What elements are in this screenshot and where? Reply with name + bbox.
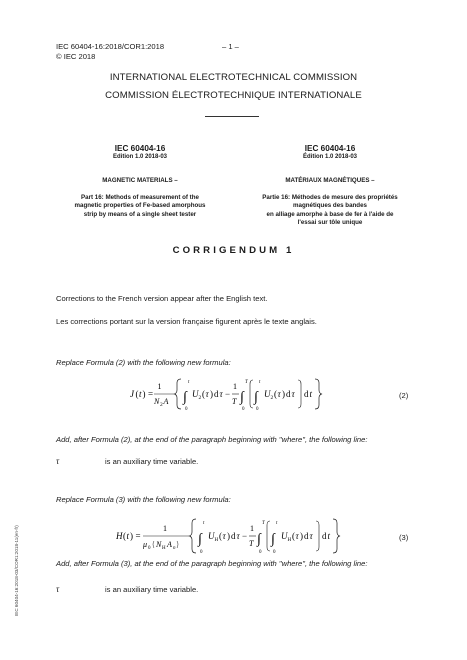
svg-text:A: A: [163, 397, 169, 406]
svg-text:d: d: [304, 531, 309, 541]
svg-text:−: −: [225, 389, 231, 399]
svg-text:): ): [130, 531, 133, 541]
edition-fr: Édition 1.0 2018-03: [302, 154, 358, 160]
svg-text:∫: ∫: [198, 532, 202, 547]
svg-text:τ: τ: [205, 389, 209, 399]
svg-text:U: U: [208, 531, 215, 541]
svg-text:∫: ∫: [183, 390, 187, 405]
edition-en: Edition 1.0 2018-03: [112, 154, 168, 160]
formula-3: [116, 514, 366, 560]
svg-text:U: U: [192, 389, 199, 399]
svg-text:(: (: [219, 531, 222, 541]
svg-text:∫: ∫: [254, 390, 258, 405]
svg-text:(: (: [274, 389, 277, 399]
svg-text:T: T: [249, 539, 254, 548]
page-number: – 1 –: [222, 42, 239, 51]
svg-text:t: t: [203, 521, 205, 526]
svg-text:): ): [300, 531, 303, 541]
svg-text:τ: τ: [277, 389, 281, 399]
svg-text:τ: τ: [222, 531, 226, 541]
english-column: [40, 144, 240, 219]
svg-text:=: =: [135, 531, 141, 541]
svg-text:N: N: [156, 540, 162, 549]
svg-text:A: A: [167, 540, 172, 549]
svg-text:(: (: [292, 531, 295, 541]
svg-text:0: 0: [148, 546, 151, 551]
doc-reference: IEC 60404-16:2018/COR1:2018: [56, 42, 165, 51]
formula-3-number: (3): [399, 533, 409, 542]
svg-text:H: H: [116, 531, 123, 541]
svg-text:τ: τ: [236, 531, 240, 541]
formula-2: [130, 374, 370, 414]
svg-text:d: d: [231, 531, 236, 541]
svg-text:N: N: [154, 397, 160, 406]
svg-text:0: 0: [242, 407, 245, 412]
svg-text:): ): [227, 531, 230, 541]
svg-text:H: H: [214, 538, 219, 543]
part-title-line: l'essai sur tôle unique: [297, 218, 363, 226]
svg-text:n: n: [173, 546, 176, 551]
instruction-replace-formula-2: Replace Formula (2) with the following new formula:: [56, 358, 231, 367]
org-name-fr: COMMISSION ÉLECTROTECHNIQUE INTERNATIONALE: [105, 90, 362, 101]
svg-text:∫: ∫: [271, 532, 275, 547]
svg-text:0: 0: [256, 407, 259, 412]
svg-text:d: d: [304, 389, 309, 399]
svg-text:μ: μ: [143, 540, 148, 549]
series-title-en: MAGNETIC MATERIALS –: [102, 177, 178, 184]
svg-text:1: 1: [250, 524, 254, 533]
document-header: [56, 42, 164, 62]
svg-text:τ: τ: [309, 531, 313, 541]
svg-text:−: −: [242, 531, 248, 541]
svg-text:(: (: [135, 389, 139, 399]
svg-text:H: H: [287, 538, 292, 543]
french-column: [230, 144, 430, 227]
standard-number-en: IEC 60404-16: [114, 144, 166, 153]
svg-text:): ): [210, 389, 213, 399]
svg-text:t: t: [126, 531, 130, 541]
svg-text:): ): [282, 389, 285, 399]
svg-text:t: t: [309, 389, 313, 399]
svg-text:∫: ∫: [240, 390, 244, 405]
svg-text:H: H: [162, 546, 166, 551]
copyright-notice: © IEC 2018: [56, 52, 96, 61]
part-title-line: en alliage amorphe à base de fer à l'aide de: [266, 210, 394, 218]
svg-text:∫: ∫: [257, 532, 261, 547]
part-title-line: magnetic properties of Fe-based amorphous: [74, 202, 206, 210]
formula-2-number: (2): [399, 391, 409, 400]
svg-text:2: 2: [198, 395, 202, 401]
svg-text:1: 1: [163, 524, 167, 533]
svg-text:d: d: [214, 389, 219, 399]
corrigendum-title: CORRIGENDUM 1: [172, 245, 295, 256]
svg-text:U: U: [281, 531, 288, 541]
svg-text:1: 1: [233, 382, 237, 391]
svg-text:τ: τ: [219, 389, 223, 399]
tau-definition: is an auxiliary time variable.: [105, 585, 199, 594]
svg-text:d: d: [286, 389, 291, 399]
intro-english: Corrections to the French version appear after the English text.: [56, 294, 268, 303]
series-title-fr: MATÉRIAUX MAGNÉTIQUES –: [285, 177, 375, 184]
svg-text:0: 0: [273, 550, 276, 555]
svg-text:1: 1: [157, 382, 162, 391]
svg-text:T: T: [262, 521, 265, 526]
svg-text:0: 0: [200, 550, 203, 555]
title-divider: [205, 116, 259, 117]
svg-text:t: t: [188, 380, 190, 385]
org-name-en: INTERNATIONAL ELECTROTECHNICAL COMMISSION: [109, 72, 358, 83]
svg-text:τ: τ: [295, 531, 299, 541]
svg-text:τ: τ: [291, 389, 295, 399]
svg-text:J: J: [130, 389, 134, 399]
tau-symbol: τ: [56, 456, 60, 466]
part-title-line: magnétiques des bandes: [293, 202, 367, 210]
instruction-add-after-formula-2: Add, after Formula (2), at the end of the paragraph beginning with "where", the following line:: [56, 435, 368, 444]
part-title-line: Part 16: Methods of measurement of the: [81, 194, 199, 202]
svg-text:t: t: [327, 531, 331, 541]
instruction-add-after-formula-3: Add, after Formula (3), at the end of the paragraph beginning with "where", the following line:: [56, 559, 368, 568]
instruction-replace-formula-3: Replace Formula (3) with the following new formula:: [56, 495, 231, 504]
svg-text:2: 2: [160, 402, 163, 408]
side-reference: IEC 60404-16:2018-03/COR1:2018-11(en-fr): [14, 525, 19, 616]
svg-text:d: d: [322, 531, 327, 541]
tau-symbol: τ: [56, 584, 60, 594]
svg-text:T: T: [232, 397, 237, 406]
standard-number-fr: IEC 60404-16: [304, 144, 356, 153]
svg-text:t: t: [139, 389, 142, 399]
svg-text:t: t: [276, 521, 278, 526]
tau-definition: is an auxiliary time variable.: [105, 457, 199, 466]
svg-text:(: (: [123, 531, 126, 541]
svg-text:U: U: [264, 389, 271, 399]
svg-text:): ): [142, 389, 146, 399]
svg-text:0: 0: [259, 550, 262, 555]
svg-text:2: 2: [270, 395, 274, 401]
svg-text:(: (: [202, 389, 205, 399]
part-title-line: Partie 16: Méthodes de mesure des propriétés: [262, 194, 398, 202]
svg-text:t: t: [259, 380, 261, 385]
intro-french: Les corrections portant sur la version française figurent après le texte anglais.: [56, 317, 317, 326]
part-title-line: strip by means of a single sheet tester: [83, 210, 197, 218]
svg-text:T: T: [245, 380, 248, 385]
svg-text:0: 0: [185, 407, 188, 412]
svg-text:=: =: [148, 389, 154, 399]
